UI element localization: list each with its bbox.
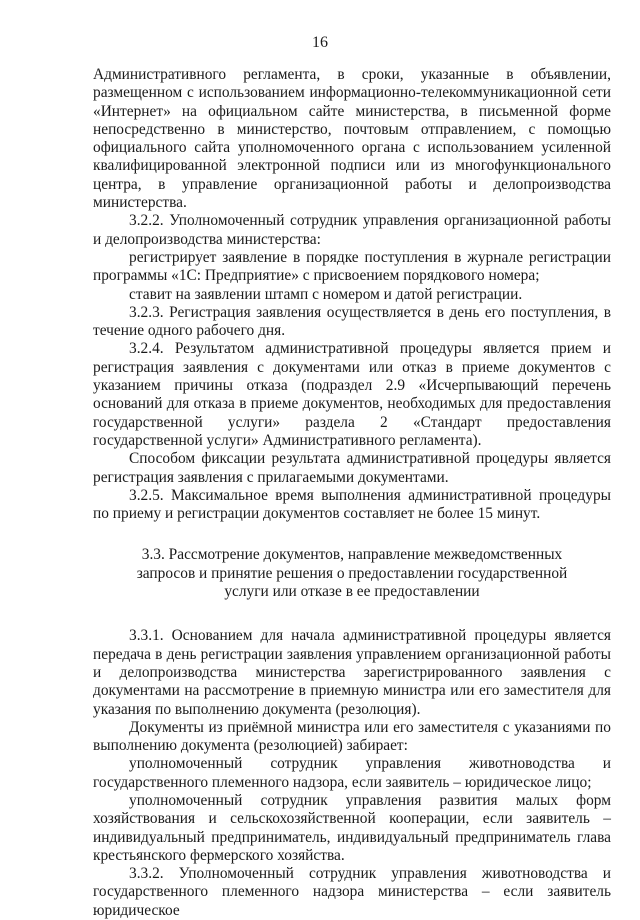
section-heading: 3.3. Рассмотрение документов, направление межведомственных запросов и принятие решения о предоставлении государственной услуги или отказе в ее предоставлении	[136, 546, 568, 601]
paragraph: уполномоченный сотрудник управления развития малых форм хозяйствования и сельскохозяйственной кооперации, если заявитель – индивидуальный предприниматель, индивидуальный предприниматель глава крестьянского фермерского хозяйства.	[93, 791, 611, 864]
body-text	[93, 66, 611, 920]
paragraph: 3.2.2. Уполномоченный сотрудник управления организационной работы и делопроизводства министерства:	[93, 212, 611, 248]
paragraph: Способом фиксации результата административной процедуры является регистрация заявления с прилагаемыми документами.	[93, 450, 611, 486]
paragraphs-before-heading	[93, 66, 611, 523]
paragraph: 3.3.1. Основанием для начала административной процедуры является передача в день регистрации заявления управлением организационной работы и делопроизводства министерства зарегистрированного заявления с документами на рассмотрение в приемную министра или его заместителя для указания по выполнению документа (резолюция).	[93, 627, 611, 718]
paragraph: 3.2.4. Результатом административной процедуры является прием и регистрация заявления с документами или отказ в приеме документов с указанием причины отказа (подраздел 2.9 «Исчерпывающий перечень оснований для отказа в приеме документов, необходимых для предоставления государственной услуги» раздела 2 «Стандарт предоставления государственной услуги» Административного регламента).	[93, 340, 611, 449]
paragraphs-after-heading	[93, 627, 611, 920]
paragraph: регистрирует заявление в порядке поступления в журнале регистрации программы «1С: Предприятие» с присвоением порядкового номера;	[93, 248, 611, 285]
paragraph: Административного регламента, в сроки, указанные в объявлении, размещенном с использованием информационно-телекоммуникационной сети «Интернет» на официальном сайте министерства, в письменной форме непосредственно в министерство, почтовым отправлением, с помощью официального сайта уполномоченного органа с использованием усиленной квалифицированной электронной подписи или из многофункционального центра, в управление организационной работы и делопроизводства министерства.	[93, 66, 611, 212]
paragraph: уполномоченный сотрудник управления животноводства и государственного племенного надзора, если заявитель – юридическое лицо;	[93, 755, 611, 791]
paragraph: 3.2.5. Максимальное время выполнения административной процедуры по приему и регистрации документов составляет не более 15 минут.	[93, 486, 611, 523]
paragraph: ставит на заявлении штамп с номером и датой регистрации.	[129, 285, 523, 303]
paragraph: 3.3.2. Уполномоченный сотрудник управления животноводства и государственного племенного надзора министерства – если заявитель юридическое	[93, 865, 611, 919]
page-number: 16	[312, 34, 328, 51]
paragraph: 3.2.3. Регистрация заявления осуществляется в день его поступления, в течение одного рабочего дня.	[93, 303, 611, 340]
paragraph: Документы из приёмной министра или его заместителя с указаниями по выполнению документа (резолюцией) забирает:	[93, 718, 611, 755]
